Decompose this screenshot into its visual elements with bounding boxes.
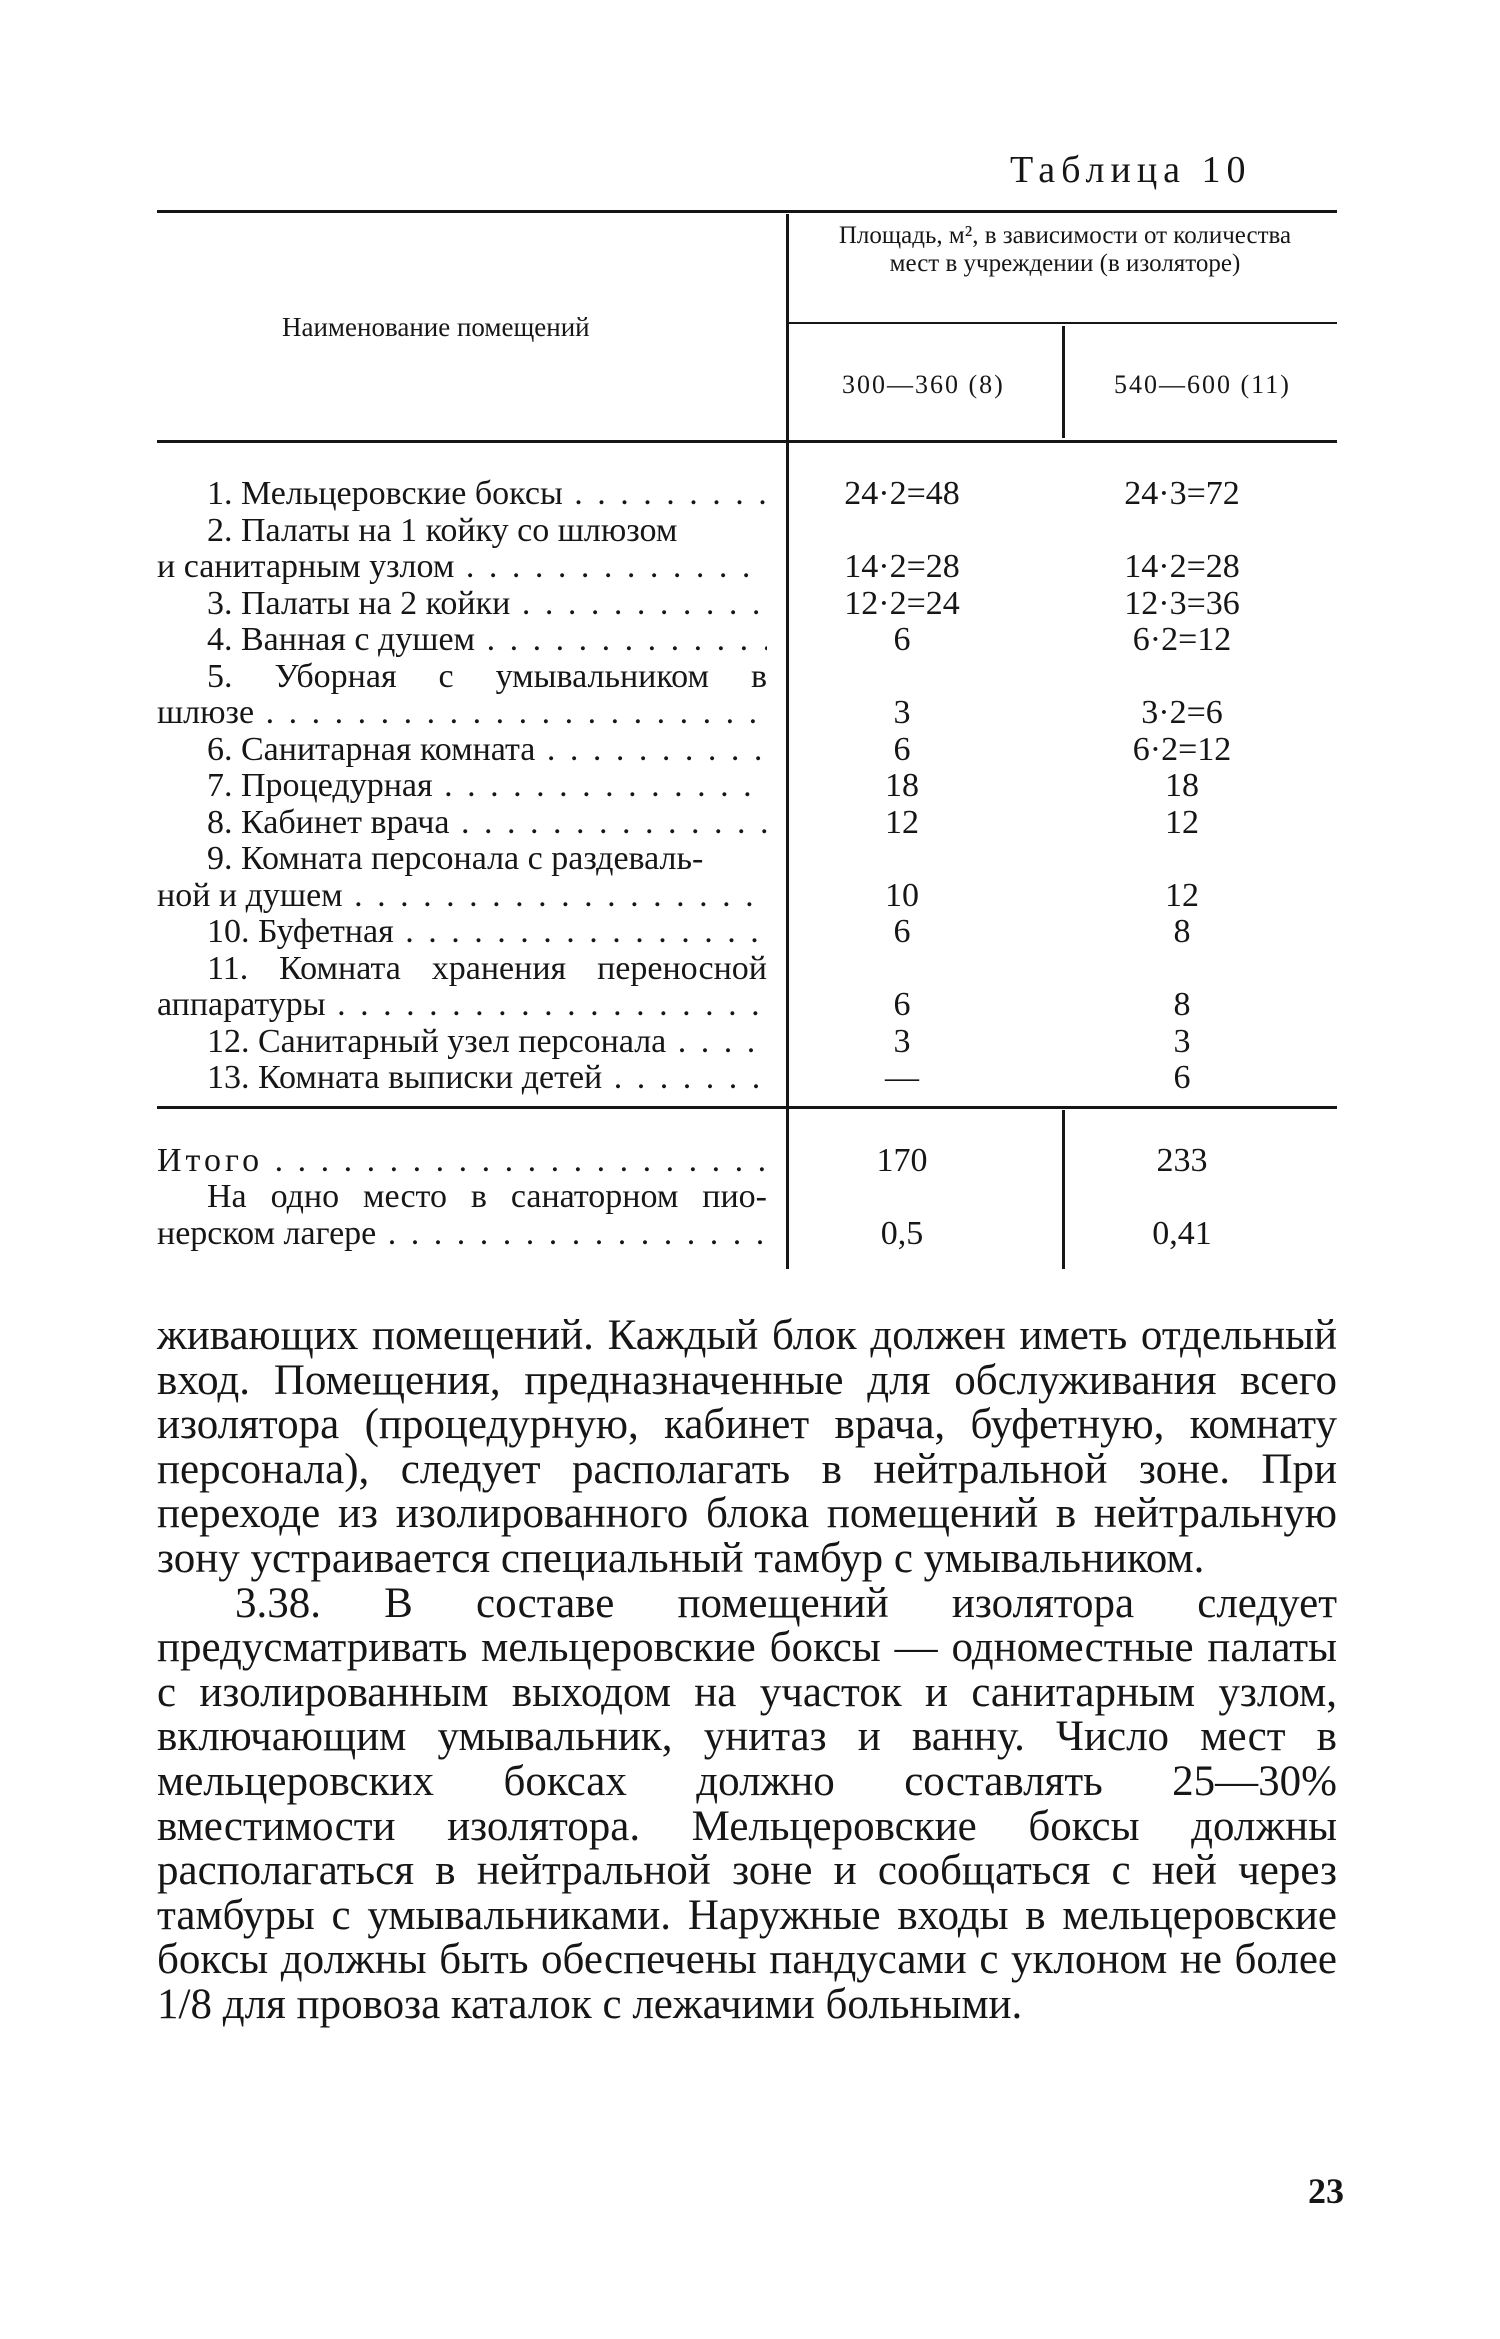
row-name: На одно место в санаторном пио- [207, 1179, 767, 1215]
row-value-col2: 233 [1156, 1141, 1208, 1179]
column-divider-2-header [1062, 326, 1065, 438]
row-value-col2: 3·2=6 [1141, 694, 1223, 731]
table-row [157, 513, 1337, 550]
row-name: 9. Комната персонала с раздеваль- [207, 841, 704, 877]
row-value-col2: 14·2=28 [1124, 548, 1240, 585]
table-caption: Таблица 10 [1010, 149, 1252, 191]
row-value-col1: 0,5 [880, 1214, 924, 1252]
totals-row [157, 1179, 1337, 1216]
table-row [157, 841, 1337, 878]
row-value-col2: 3 [1173, 1022, 1191, 1060]
table-top-rule [157, 210, 1337, 213]
row-name: 1. Мельцеровские боксы . . . [207, 476, 767, 513]
table-row [157, 878, 1337, 915]
row-value-col2: 6 [1173, 1059, 1191, 1096]
row-value-col2: 12·3=36 [1124, 584, 1240, 622]
body-text [157, 1314, 1337, 2028]
row-name: 12. Санитарный узел персонала . . . [207, 1024, 767, 1061]
row-value-col1: 3 [893, 1022, 911, 1060]
row-name: 11. Комната хранения переносной [207, 950, 767, 987]
table-row [157, 622, 1337, 659]
row-name: аппаратуры . . . [157, 987, 767, 1024]
row-name: 3. Палаты на 2 койки . . . [207, 586, 767, 623]
row-value-col1: 6 [893, 913, 911, 950]
row-name: 8. Кабинет врача . . . [207, 805, 767, 842]
table-row [157, 914, 1337, 951]
row-name: 10. Буфетная . . . [207, 914, 767, 951]
row-value-col2: 0,41 [1152, 1214, 1212, 1252]
table-row [157, 805, 1337, 842]
row-value-col2: 6·2=12 [1132, 621, 1232, 658]
row-name: и санитарным узлом . . . [157, 549, 767, 586]
page-number: 23 [1308, 2171, 1344, 2211]
row-value-col1: 6 [893, 986, 911, 1023]
row-value-col2: 12 [1165, 876, 1199, 914]
header-split-rule [788, 322, 1337, 324]
table-row [157, 1060, 1337, 1097]
row-value-col2: 24·3=72 [1124, 475, 1240, 512]
row-name: 4. Ванная с душем . . . [207, 622, 767, 659]
table-body [157, 476, 1337, 1252]
row-value-col1: 14·2=28 [844, 548, 960, 585]
row-name: 6. Санитарная комната . . . [207, 732, 767, 769]
row-value-col2: 12 [1165, 803, 1199, 841]
table-row [157, 476, 1337, 513]
table-row [157, 659, 1337, 696]
row-value-col1: 18 [885, 767, 919, 804]
header-room-name: Наименование помещений [282, 312, 590, 342]
table-section-gap [157, 1097, 1337, 1143]
row-name: ной и душем . . . [157, 878, 767, 915]
header-bottom-rule [157, 440, 1337, 443]
table-row [157, 586, 1337, 623]
body-paragraph-2: 3.38. В составе помещений изолятора следует предусматривать мельцеровские боксы — одноместные палаты с изолированным выходом на участок и санитарным узлом, включающим умывальник, унитаз и ванну. Число мест в мельцеровских боксах должно составлять 25—30% вместимости изолятора. Мельцеровские боксы должны располагаться в нейтральной зоне и сообщаться с ней через тамбуры с умывальниками. Наружные входы в мельцеровские боксы должны быть обеспечены пандусами с уклоном не более 1/8 для провоза каталок с лежачими больными. [157, 1579, 1337, 2028]
row-value-col1: — [885, 1059, 919, 1096]
row-value-col1: 170 [876, 1141, 928, 1179]
row-value-col2: 8 [1173, 913, 1191, 950]
body-paragraph-1: живающих помещений. Каждый блок должен иметь отдельный вход. Помещения, предназначенные для обслуживания всего изолятора (процедурную, кабинет врача, буфетную, комнату персонала), следует располагать в нейтральной зоне. При переходе из изолированного блока помещений в нейтральную зону устраивается специальный тамбур с умывальником. [157, 1312, 1337, 1582]
table-row [157, 549, 1337, 586]
row-value-col2: 6·2=12 [1132, 730, 1232, 768]
table-row [157, 732, 1337, 769]
row-name: Итого . . . [157, 1143, 767, 1180]
row-name: 13. Комната выписки детей . . . [207, 1060, 767, 1097]
table-row [157, 1024, 1337, 1061]
row-value-col1: 10 [885, 876, 919, 914]
row-name: 5. Уборная с умывальником в [207, 658, 767, 695]
row-name: 7. Процедурная . . . [207, 768, 767, 805]
row-value-col1: 12 [885, 803, 919, 841]
table-row [157, 695, 1337, 732]
totals-row [157, 1143, 1337, 1180]
table-row [157, 768, 1337, 805]
row-value-col1: 12·2=24 [844, 584, 960, 622]
header-area: Площадь, м², в зависимости от количества мест в учреждении (в изоляторе) [838, 222, 1292, 277]
row-value-col1: 6 [893, 730, 911, 768]
row-value-col1: 3 [893, 694, 911, 731]
header-col-540-600: 540—600 (11) [1114, 370, 1291, 399]
row-name: шлюзе . . . [157, 695, 767, 732]
row-value-col2: 8 [1173, 986, 1191, 1023]
row-value-col2: 18 [1165, 767, 1199, 804]
table-row [157, 951, 1337, 988]
totals-row [157, 1216, 1337, 1253]
row-value-col1: 6 [893, 621, 911, 658]
row-name: 2. Палаты на 1 койку со шлюзом [207, 512, 678, 549]
header-col-300-360: 300—360 (8) [842, 370, 1005, 399]
table-row [157, 987, 1337, 1024]
row-name: нерском лагере . . . [157, 1216, 767, 1253]
row-value-col1: 24·2=48 [844, 475, 960, 512]
